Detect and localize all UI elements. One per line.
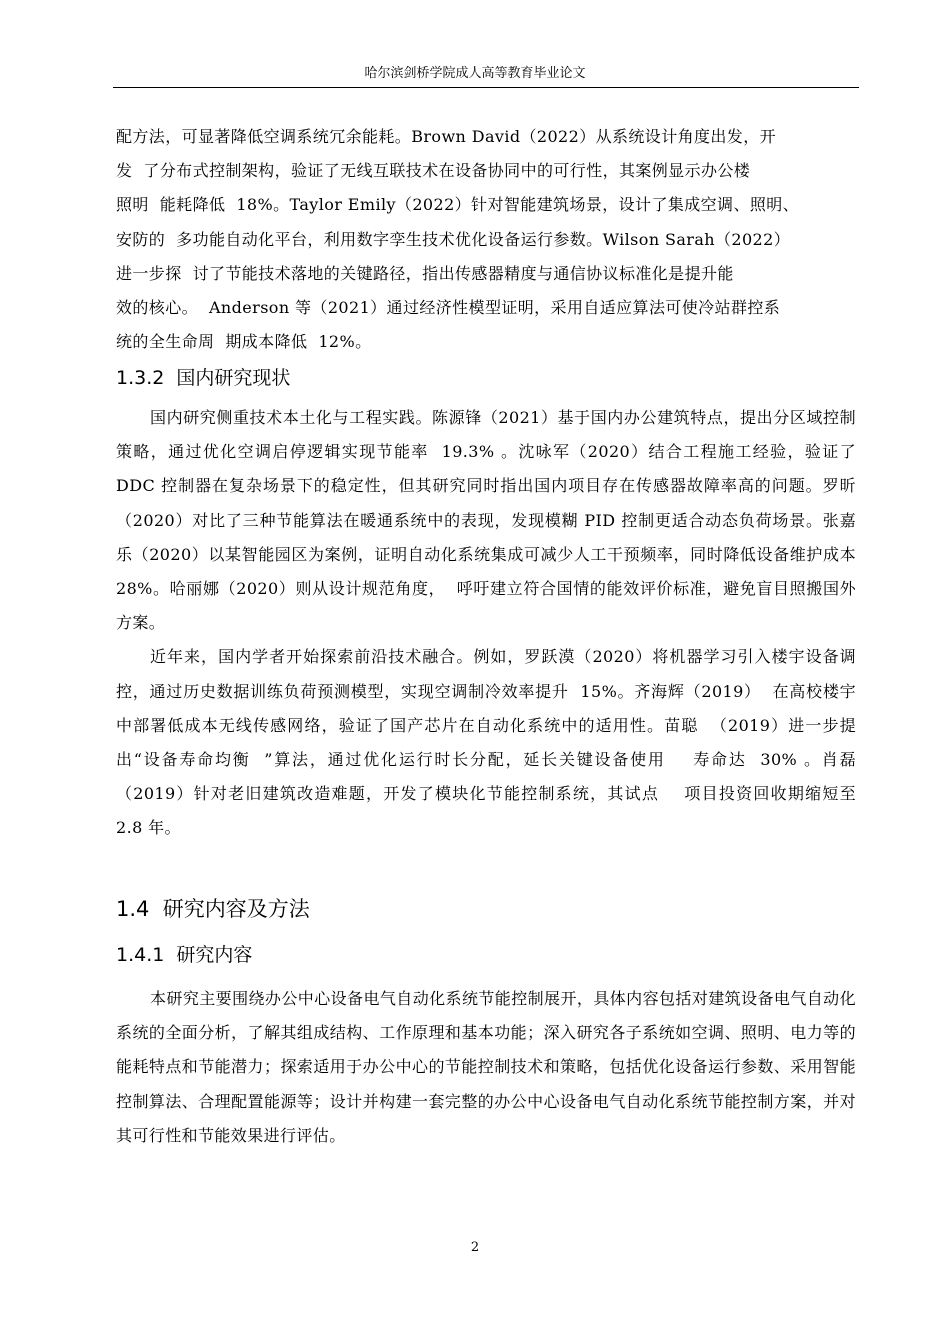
paragraph: 本研究主要围绕办公中心设备电气自动化系统节能控制展开，具体内容包括对建筑设备电气自动化系统的全面分析，了解其组成结构、工作原理和基本功能；深入研究各子系统如空调、照明、电力等的能耗特点和节能潜力；探索适用于办公中心的节能控制技术和策略，包括优化设备运行参数、采用智能控制算法、合理配置能源等；设计并构建一套完整的办公中心设备电气自动化系统节能控制方案，并对其可行性和节能效果进行评估。 bbox=[116, 989, 856, 1145]
text-line: 发 了分布式控制架构，验证了无线互联技术在设备协同中的可行性，其案例显示办公楼 bbox=[116, 161, 751, 181]
section-heading-1-3-2: 1.3.2 国内研究现状 bbox=[116, 367, 291, 389]
header-rule bbox=[113, 87, 859, 88]
research-content-body bbox=[116, 982, 856, 1153]
text-line: 照明 能耗降低 18%。Taylor Emily（2022）针对智能建筑场景，设计了集成空调、照明、 bbox=[116, 195, 800, 215]
text-line: 效的核心。 Anderson 等（2021）通过经济性模型证明，采用自适应算法可使冷站群控系 bbox=[116, 298, 781, 318]
text-line: 安防的 多功能自动化平台，利用数字孪生技术优化设备运行参数。Wilson Sarah（2022） bbox=[116, 229, 791, 249]
domestic-research-body bbox=[116, 401, 867, 846]
section-heading-1-4-1: 1.4.1 研究内容 bbox=[116, 944, 253, 966]
running-header: 哈尔滨剑桥学院成人高等教育毕业论文 bbox=[364, 66, 586, 81]
page-number: 2 bbox=[470, 1240, 480, 1255]
paragraph: 近年来，国内学者开始探索前沿技术融合。例如，罗跃漠（2020）将机器学习引入楼宇设备调控，通过历史数据训练负荷预测模型，实现空调制冷效率提升 15%。齐海辉（2019） 在高校楼宇中部署低成本无线传感网络，验证了国产芯片在自动化系统中的适用性。苗聪 （2019）进一步提出“设备寿命均衡 ”算法，通过优化运行时长分配，延长关键设备使用 寿命达 30% 。肖磊（2019）针对老旧建筑改造难题，开发了模块化节能控制系统，其试点 项目投资回收期缩短至 2.8 年。 bbox=[116, 647, 867, 838]
intro-paragraph bbox=[116, 120, 856, 359]
section-heading-1-4: 1.4 研究内容及方法 bbox=[116, 897, 310, 921]
text-line: 配方法，可显著降低空调系统冗余能耗。Brown David（2022）从系统设计角度出发，开 bbox=[116, 127, 777, 146]
text-line: 进一步探 讨了节能技术落地的关键路径，指出传感器精度与通信协议标准化是提升能 bbox=[116, 263, 734, 283]
paragraph: 国内研究侧重技术本土化与工程实践。陈源锋（2021）基于国内办公建筑特点，提出分区域控制策略，通过优化空调启停逻辑实现节能率 19.3% 。沈咏军（2020）结合工程施工经验，验证了 DDC 控制器在复杂场景下的稳定性，但其研究同时指出国内项目存在传感器故障率高的问题。罗昕（2020）对比了三种节能算法在暖通系统中的表现，发现模糊 PID 控制更适合动态负荷场景。张嘉乐（2020）以某智能园区为案例，证明自动化系统集成可减少人工干预频率，同时降低设备维护成本 28%。哈丽娜（2020）则从设计规范角度， 呼吁建立符合国情的能效评价标准，避免盲目照搬国外方案。 bbox=[116, 408, 867, 633]
text-line: 统的全生命周 期成本降低 12%。 bbox=[116, 332, 372, 352]
